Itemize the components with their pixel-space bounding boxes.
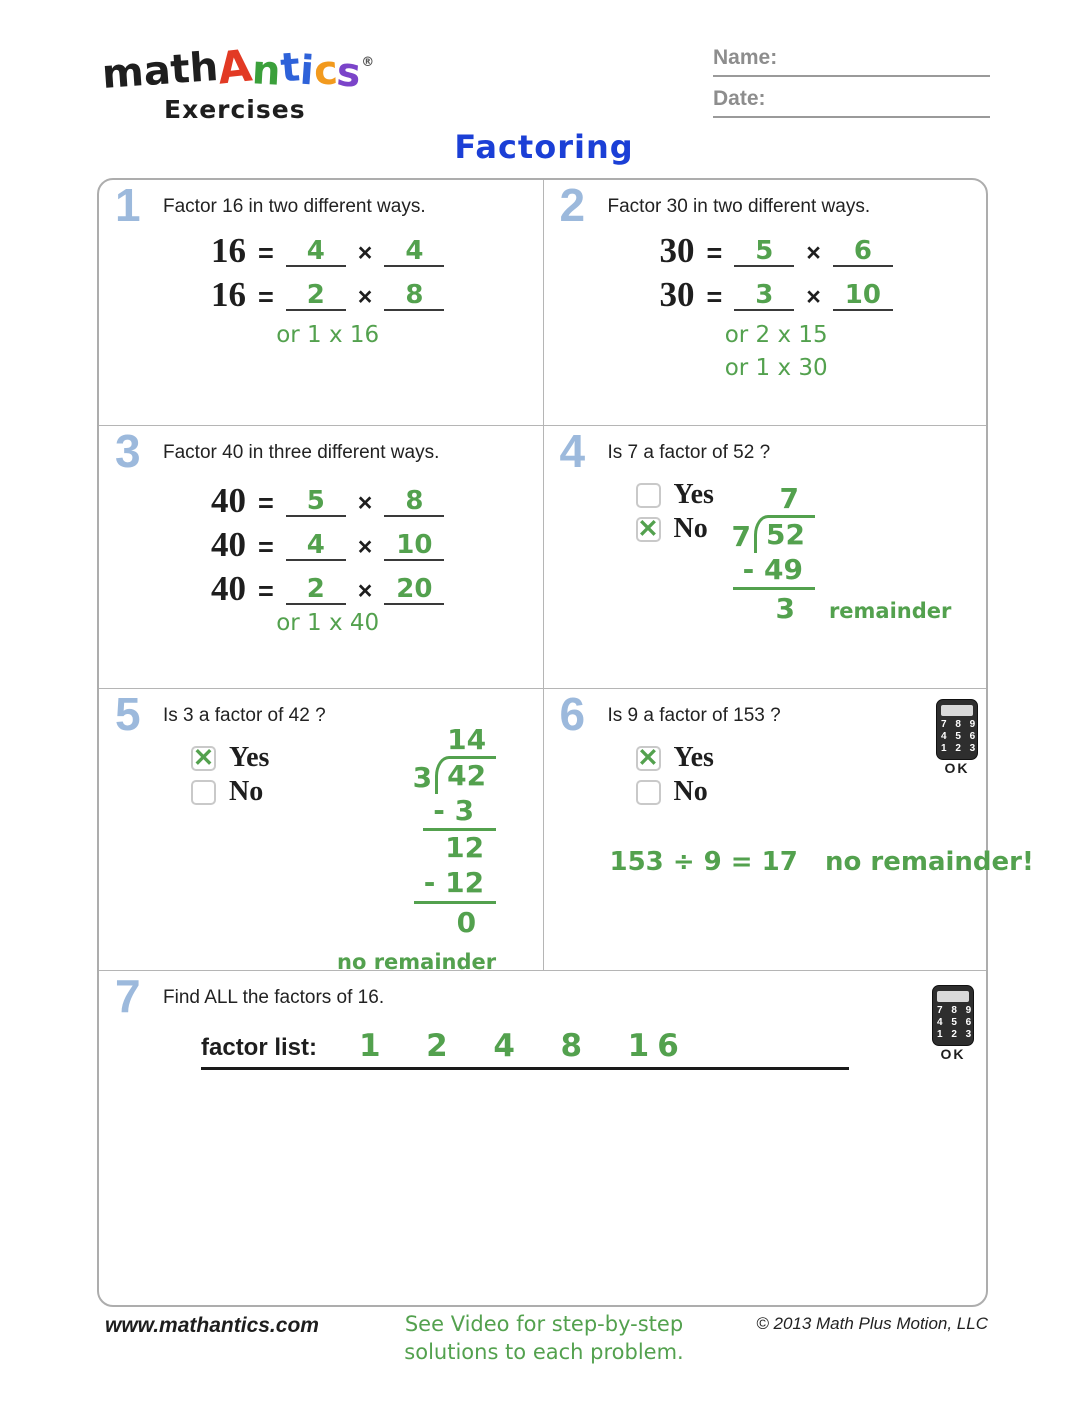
- choice-yes: [636, 478, 714, 512]
- yes-no-choices: [191, 741, 269, 809]
- equation-row: 16 = 4 × 4: [211, 224, 444, 267]
- alternate-answer: or 2 x 15: [724, 322, 828, 348]
- problem-number: 5: [115, 688, 141, 740]
- division-step: - 3: [423, 794, 496, 832]
- yes-checkbox[interactable]: ✕: [191, 746, 216, 771]
- equation-row: 30 = 5 × 6: [660, 224, 893, 267]
- yes-no-choices: [636, 741, 714, 809]
- logo-word-math: math: [100, 44, 220, 98]
- problem-2: [543, 180, 987, 425]
- problem-4: [543, 425, 987, 688]
- see-video-note: See Video for step-by-step solutions to each problem.: [404, 1312, 684, 1364]
- problem-1: [99, 180, 543, 425]
- calculator-allowed-icon: [936, 699, 978, 776]
- problem-question: Find ALL the factors of 16.: [163, 987, 385, 1008]
- division-bracket: [732, 515, 815, 553]
- yes-label: Yes: [229, 742, 270, 773]
- problem-7: [99, 970, 986, 1305]
- alternate-answer: or 1 x 16: [276, 322, 380, 348]
- equations-block: [660, 224, 893, 385]
- division-step: 12: [445, 831, 485, 865]
- equation-row: 40 = 2 × 20: [211, 562, 444, 605]
- no-checkbox[interactable]: [636, 780, 661, 805]
- name-date-block: [713, 46, 990, 128]
- problems-grid: [97, 178, 1034, 1307]
- times-sign: ×: [357, 282, 373, 311]
- name-label: Name:: [713, 46, 778, 69]
- problem-question: Is 3 a factor of 42 ?: [163, 705, 326, 726]
- equation-row: 40 = 4 × 10: [211, 518, 444, 561]
- answer-blank: 4: [286, 238, 346, 267]
- choice-no: [636, 512, 714, 546]
- problem-number: 2: [559, 179, 586, 231]
- division-step: - 49: [733, 553, 815, 591]
- choice-no: [191, 775, 269, 809]
- equation-row: 30 = 3 × 10: [660, 268, 893, 311]
- division-divisor: 7: [731, 519, 751, 553]
- worked-answer: 153 ÷ 9 = 17 no remainder!: [609, 847, 1034, 877]
- answer-blank: 20: [384, 576, 444, 605]
- date-field-line[interactable]: [713, 87, 990, 118]
- times-sign: ×: [357, 576, 373, 605]
- answer-blank: 2: [286, 282, 346, 311]
- choice-no: [636, 775, 714, 809]
- division-quotient: 7: [779, 482, 799, 515]
- division-result: 3 remainder: [775, 592, 952, 626]
- factor-list-answer: 1 2 4 8 16: [359, 1028, 687, 1064]
- registered-mark: ®: [361, 55, 375, 70]
- yes-label: Yes: [673, 479, 714, 510]
- answer-blank: 6: [833, 238, 893, 267]
- times-sign: ×: [357, 488, 373, 517]
- math-antics-logo: [100, 40, 375, 124]
- copyright-text: © 2013 Math Plus Motion, LLC: [756, 1314, 988, 1333]
- calculator-allowed-icon: [932, 985, 974, 1062]
- problem-question: Is 9 a factor of 153 ?: [607, 705, 781, 726]
- no-checkbox[interactable]: ✕: [636, 517, 661, 542]
- problem-number: 6: [559, 688, 586, 740]
- long-division-work: [731, 482, 952, 626]
- problem-number: 4: [559, 425, 586, 477]
- times-sign: ×: [357, 238, 373, 267]
- division-bracket: [413, 756, 496, 794]
- division-quotient: 14: [447, 723, 487, 756]
- answer-blank: 8: [384, 488, 444, 517]
- answer-blank: 8: [384, 282, 444, 311]
- no-label: No: [673, 513, 708, 544]
- times-sign: ×: [806, 282, 821, 311]
- date-label: Date:: [713, 87, 766, 110]
- problem-question: Factor 30 in two different ways.: [607, 196, 871, 217]
- division-dividend: 42: [435, 756, 496, 794]
- calculator-screen: [937, 991, 969, 1002]
- choice-yes: [636, 741, 714, 775]
- alternate-answer: or 1 x 40: [276, 610, 380, 636]
- answer-blank: 2: [286, 576, 346, 605]
- problem-number: 7: [115, 970, 141, 1022]
- problem-5: [99, 688, 543, 974]
- calculator-body: 7 8 9 4 5 6 1 2 3: [932, 985, 974, 1046]
- website-url: www.mathantics.com: [105, 1314, 319, 1337]
- no-label: No: [673, 776, 708, 807]
- times-sign: ×: [806, 238, 821, 267]
- answer-blank: 4: [286, 532, 346, 561]
- answer-blank: 10: [384, 532, 444, 561]
- equations-block: [211, 224, 444, 352]
- answer-blank: 10: [833, 282, 893, 311]
- remainder-label: remainder: [828, 599, 952, 624]
- problem-number: 3: [115, 425, 141, 477]
- calculator-body: 7 8 9 4 5 6 1 2 3: [936, 699, 978, 760]
- choice-yes: [191, 741, 269, 775]
- logo-subtitle: Exercises: [164, 95, 306, 124]
- logo-wordmark: mathAntics®: [100, 40, 375, 98]
- no-label: No: [229, 776, 264, 807]
- problem-question: Is 7 a factor of 52 ?: [607, 442, 771, 463]
- alternate-answer: or 1 x 30: [724, 355, 828, 381]
- times-sign: ×: [357, 532, 373, 561]
- answer-blank: 5: [734, 238, 794, 267]
- long-division-work: [337, 725, 496, 974]
- name-field-line[interactable]: [713, 46, 990, 77]
- division-result: 0: [456, 905, 477, 939]
- calculator-screen: [941, 705, 973, 716]
- yes-checkbox[interactable]: [636, 483, 661, 508]
- problem-question: Factor 40 in three different ways.: [163, 442, 440, 463]
- yes-label: Yes: [673, 742, 714, 773]
- answer-blank: 5: [286, 488, 346, 517]
- yes-checkbox[interactable]: ✕: [636, 746, 661, 771]
- problem-number: 1: [115, 179, 141, 231]
- no-remainder-note: no remainder: [337, 949, 497, 974]
- division-step: - 12: [414, 866, 496, 904]
- equation-row: 16 = 2 × 8: [211, 268, 444, 311]
- factor-list-label: factor list:: [201, 1034, 318, 1061]
- problem-3: [99, 425, 543, 688]
- answer-blank: 4: [384, 238, 444, 267]
- equation-row: 40 = 5 × 8: [211, 474, 444, 517]
- answer-blank: 3: [734, 282, 794, 311]
- problem-6: [543, 688, 1034, 970]
- yes-no-choices: [636, 478, 714, 546]
- equations-block: [211, 474, 444, 640]
- no-checkbox[interactable]: [191, 780, 216, 805]
- calculator-ok-label: OK: [940, 1046, 966, 1062]
- division-dividend: 52: [754, 515, 815, 553]
- problem-question: Factor 16 in two different ways.: [163, 196, 426, 217]
- division-divisor: 3: [412, 760, 433, 794]
- calculator-ok-label: OK: [944, 760, 970, 776]
- factor-list-line: [201, 1028, 849, 1070]
- worksheet-title: Factoring: [454, 128, 634, 166]
